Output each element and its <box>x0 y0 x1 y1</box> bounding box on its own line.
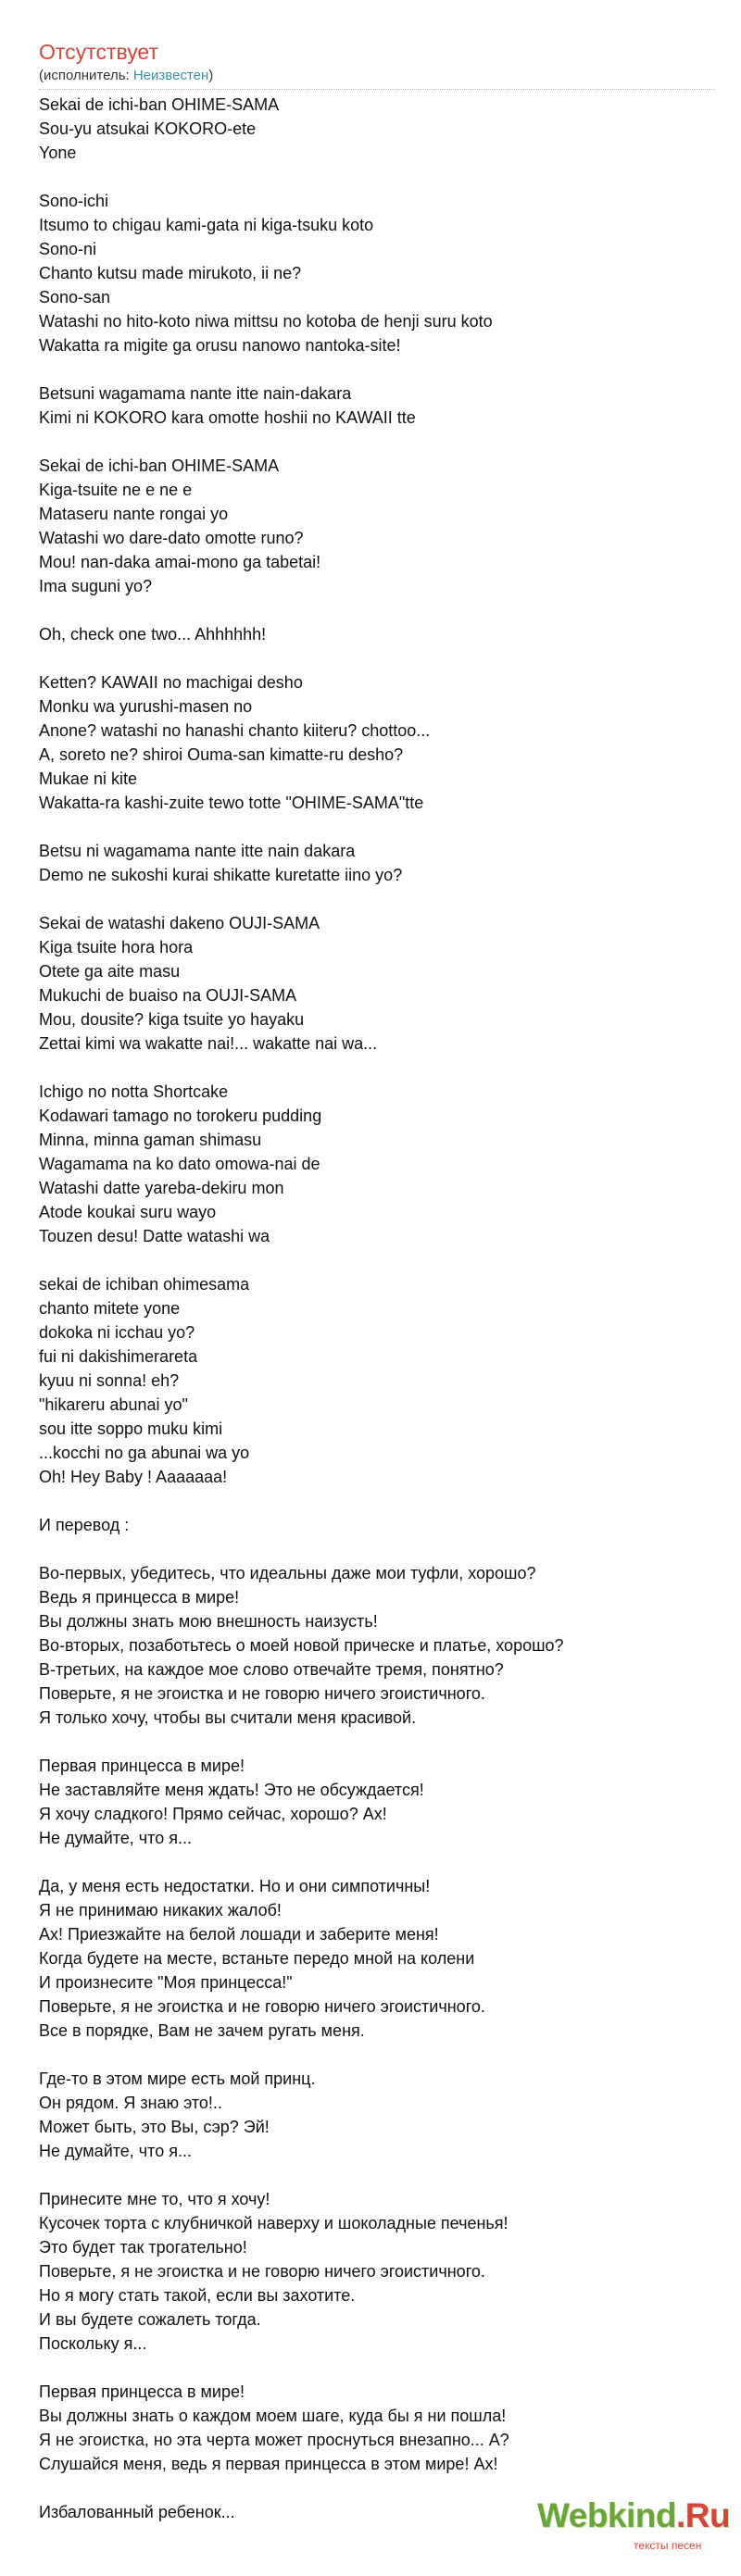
webkind-logo[interactable] <box>537 2496 731 2561</box>
lyric-line: Поверьте, я не эгоистка и не говорю ничего эгоистичного. <box>39 1997 485 2016</box>
header-divider <box>39 89 715 90</box>
lyric-line: Wakatta-ra kashi-zuite tewo totte "OHIME-SAMA"tte <box>39 794 424 812</box>
lyric-line: dokoka ni icchau yo? <box>39 1323 195 1342</box>
lyric-line: И вы будете сожалеть тогда. <box>39 2310 261 2329</box>
lyric-line: Первая принцесса в мире! <box>39 2382 245 2401</box>
lyric-line: Anone? watashi no hanashi chanto kiiteru? chottoo... <box>39 721 431 740</box>
lyric-line: Zettai kimi wa wakatte nai!... wakatte nai wa... <box>39 1034 378 1053</box>
lyric-line <box>39 815 715 839</box>
lyric-line: Demo ne sukoshi kurai shikatte kuretatte iino yo? <box>39 866 403 884</box>
lyric-line: Принесите мне то, что я хочу! <box>39 2190 270 2208</box>
lyric-line: Во-вторых, позаботьтесь о моей новой прическе и платье, хорошо? <box>39 1636 564 1655</box>
logo-tagline: тексты песен <box>634 2539 702 2552</box>
lyric-line: И перевод : <box>39 1516 130 1534</box>
lyric-line: Mukae ni kite <box>39 769 138 788</box>
lyric-line: Chanto kutsu made mirukoto, ii ne? <box>39 264 302 282</box>
lyric-line: Mataseru nante rongai yo <box>39 505 229 523</box>
artist-link[interactable]: Неизвестен <box>132 68 209 83</box>
logo-tld-text: .Ru <box>676 2496 731 2534</box>
artist-prefix: (исполнитель: <box>39 68 133 83</box>
lyric-line: Поверьте, я не эгоистка и не говорю ничего эгоистичного. <box>39 2262 485 2281</box>
lyric-line <box>39 1056 715 1080</box>
lyric-line: Избалованный ребенок... <box>39 2503 235 2521</box>
lyric-line: Ведь я принцесса в мире! <box>39 1588 240 1607</box>
lyric-line: Touzen desu! Datte watashi wa <box>39 1227 270 1245</box>
lyric-line: Mou, dousite? kiga tsuite yo hayaku <box>39 1010 305 1029</box>
lyric-line: Sono-ichi <box>39 192 109 210</box>
lyric-line: Во-первых, убедитесь, что идеальны даже мои туфли, хорошо? <box>39 1564 536 1582</box>
lyric-line: Sekai de ichi-ban OHIME-SAMA <box>39 456 280 475</box>
lyric-line: "hikareru abunai yo" <box>39 1395 188 1414</box>
lyric-line: Otete ga aite masu <box>39 962 181 981</box>
lyric-line: chanto mitete yone <box>39 1299 181 1318</box>
lyric-line <box>39 1730 715 1754</box>
lyric-line: Kodawari tamago no torokeru pudding <box>39 1107 322 1125</box>
lyric-line: Может быть, это Вы, сэр? Эй! <box>39 2118 270 2136</box>
lyric-line <box>39 430 715 454</box>
song-title: Отсутствует <box>39 40 158 64</box>
lyric-line: Я не эгоистка, но эта черта может проснуться внезапно... А? <box>39 2431 509 2449</box>
lyric-line: Kiga tsuite hora hora <box>39 938 194 957</box>
lyric-line: Он рядом. Я знаю это!.. <box>39 2094 222 2112</box>
artist-suffix: ) <box>208 68 214 83</box>
lyric-line: A, soreto ne? shiroi Ouma-san kimatte-ru desho? <box>39 745 404 764</box>
lyric-line: Ketten? KAWAII no machigai desho <box>39 673 303 692</box>
artist-line <box>39 67 715 85</box>
lyric-line <box>39 646 715 670</box>
lyric-line: Да, у меня есть недостатки. Но и они симпотичны! <box>39 1877 431 1895</box>
logo-wordmark <box>537 2496 730 2535</box>
lyric-line: Kiga-tsuite ne e ne e <box>39 481 193 499</box>
lyric-line: В-третьих, на каждое мое слово отвечайте тремя, понятно? <box>39 1660 504 1679</box>
lyric-line <box>39 2043 715 2067</box>
lyric-line: Betsuni wagamama nante itte nain-dakara <box>39 384 352 403</box>
lyric-line: Не думайте, что я... <box>39 1829 192 1847</box>
lyric-line: sou itte soppo muku kimi <box>39 1419 223 1438</box>
lyric-line: Sono-san <box>39 288 111 306</box>
lyric-line: fui ni dakishimerareta <box>39 1347 198 1366</box>
lyric-line: Sekai de ichi-ban OHIME-SAMA <box>39 95 280 114</box>
lyric-line: Все в порядке, Вам не зачем ругать меня. <box>39 2021 365 2040</box>
lyrics-text <box>39 93 715 2524</box>
lyric-line <box>39 357 715 381</box>
lyric-line: Minna, minna gaman shimasu <box>39 1131 262 1149</box>
lyric-line: Wagamama na ko dato omowa-nai de <box>39 1155 320 1173</box>
lyric-line <box>39 165 715 189</box>
lyric-line <box>39 1489 715 1513</box>
lyric-line: Mukuchi de buaiso na OUJI-SAMA <box>39 986 297 1005</box>
lyric-line: И произнесите "Моя принцесса!" <box>39 1973 293 1992</box>
lyric-line: Я не принимаю никаких жалоб! <box>39 1901 282 1919</box>
lyric-line: Kimi ni KOKORO kara omotte hoshii no KAWAII tte <box>39 408 416 427</box>
lyric-line: Слушайся меня, ведь я первая принцесса в этом мире! Ах! <box>39 2455 498 2473</box>
lyric-line: Но я могу стать такой, если вы захотите. <box>39 2286 356 2305</box>
lyric-line <box>39 887 715 911</box>
lyric-line: ...kocchi no ga abunai wa yo <box>39 1444 250 1462</box>
lyric-line: Oh! Hey Baby ! Aaaaaaa! <box>39 1468 228 1486</box>
lyric-line: Первая принцесса в мире! <box>39 1757 245 1775</box>
lyric-line <box>39 1248 715 1272</box>
lyric-line: Не заставляйте меня ждать! Это не обсуждается! <box>39 1781 424 1799</box>
lyric-line: Я только хочу, чтобы вы считали меня красивой. <box>39 1708 417 1727</box>
lyric-line: Oh, check one two... Ahhhhhh! <box>39 625 267 644</box>
lyric-line: Ах! Приезжайте на белой лошади и заберите меня! <box>39 1925 439 1944</box>
lyric-line: Watashi no hito-koto niwa mittsu no kotoba de henji suru koto <box>39 312 493 331</box>
lyric-line: Sou-yu atsukai KOKORO-ete <box>39 119 257 138</box>
song-header <box>39 39 715 85</box>
lyric-line: Yone <box>39 144 77 162</box>
lyric-line <box>39 2356 715 2380</box>
lyric-line <box>39 1850 715 1874</box>
lyric-line: Поскольку я... <box>39 2334 147 2353</box>
lyric-line: Sono-ni <box>39 240 97 258</box>
lyric-line: Не думайте, что я... <box>39 2142 192 2160</box>
lyric-line: Atode koukai suru wayo <box>39 1203 217 1221</box>
lyric-line: sekai de ichiban ohimesama <box>39 1275 250 1294</box>
lyric-line: Когда будете на месте, встаньте передо мной на колени <box>39 1949 475 1968</box>
lyric-line: Где-то в этом мире есть мой принц. <box>39 2070 316 2088</box>
lyric-line: Wakatta ra migite ga orusu nanowo nantoka-site! <box>39 336 401 355</box>
lyric-line <box>39 598 715 622</box>
lyric-line: Watashi datte yareba-dekiru mon <box>39 1179 284 1197</box>
lyric-line: Я хочу сладкого! Прямо сейчас, хорошо? Ах! <box>39 1805 387 1823</box>
lyric-line: Вы должны знать мою внешность наизусть! <box>39 1612 378 1631</box>
lyric-line: kyuu ni sonna! eh? <box>39 1371 180 1390</box>
lyric-line: Поверьте, я не эгоистка и не говорю ничего эгоистичного. <box>39 1684 485 1703</box>
lyric-line: Вы должны знать о каждом моем шаге, куда бы я ни пошла! <box>39 2407 507 2425</box>
lyric-line: Itsumo to chigau kami-gata ni kiga-tsuku koto <box>39 216 374 234</box>
lyric-line <box>39 2163 715 2187</box>
logo-main-text: Webkind <box>537 2496 676 2534</box>
lyric-line: Кусочек торта с клубничкой наверху и шоколадные печенья! <box>39 2214 509 2232</box>
lyric-line: Sekai de watashi dakeno OUJI-SAMA <box>39 914 320 932</box>
lyric-line: Monku wa yurushi-masen no <box>39 697 253 716</box>
lyric-line: Betsu ni wagamama nante itte nain dakara <box>39 842 356 860</box>
lyric-line: Ichigo no notta Shortcake <box>39 1082 229 1101</box>
lyric-line: Это будет так трогательно! <box>39 2238 247 2257</box>
lyric-line: Ima suguni yo? <box>39 577 153 595</box>
lyric-line: Mou! nan-daka amai-mono ga tabetai! <box>39 553 321 571</box>
lyric-line <box>39 1537 715 1561</box>
lyric-line: Watashi wo dare-dato omotte runo? <box>39 529 304 547</box>
